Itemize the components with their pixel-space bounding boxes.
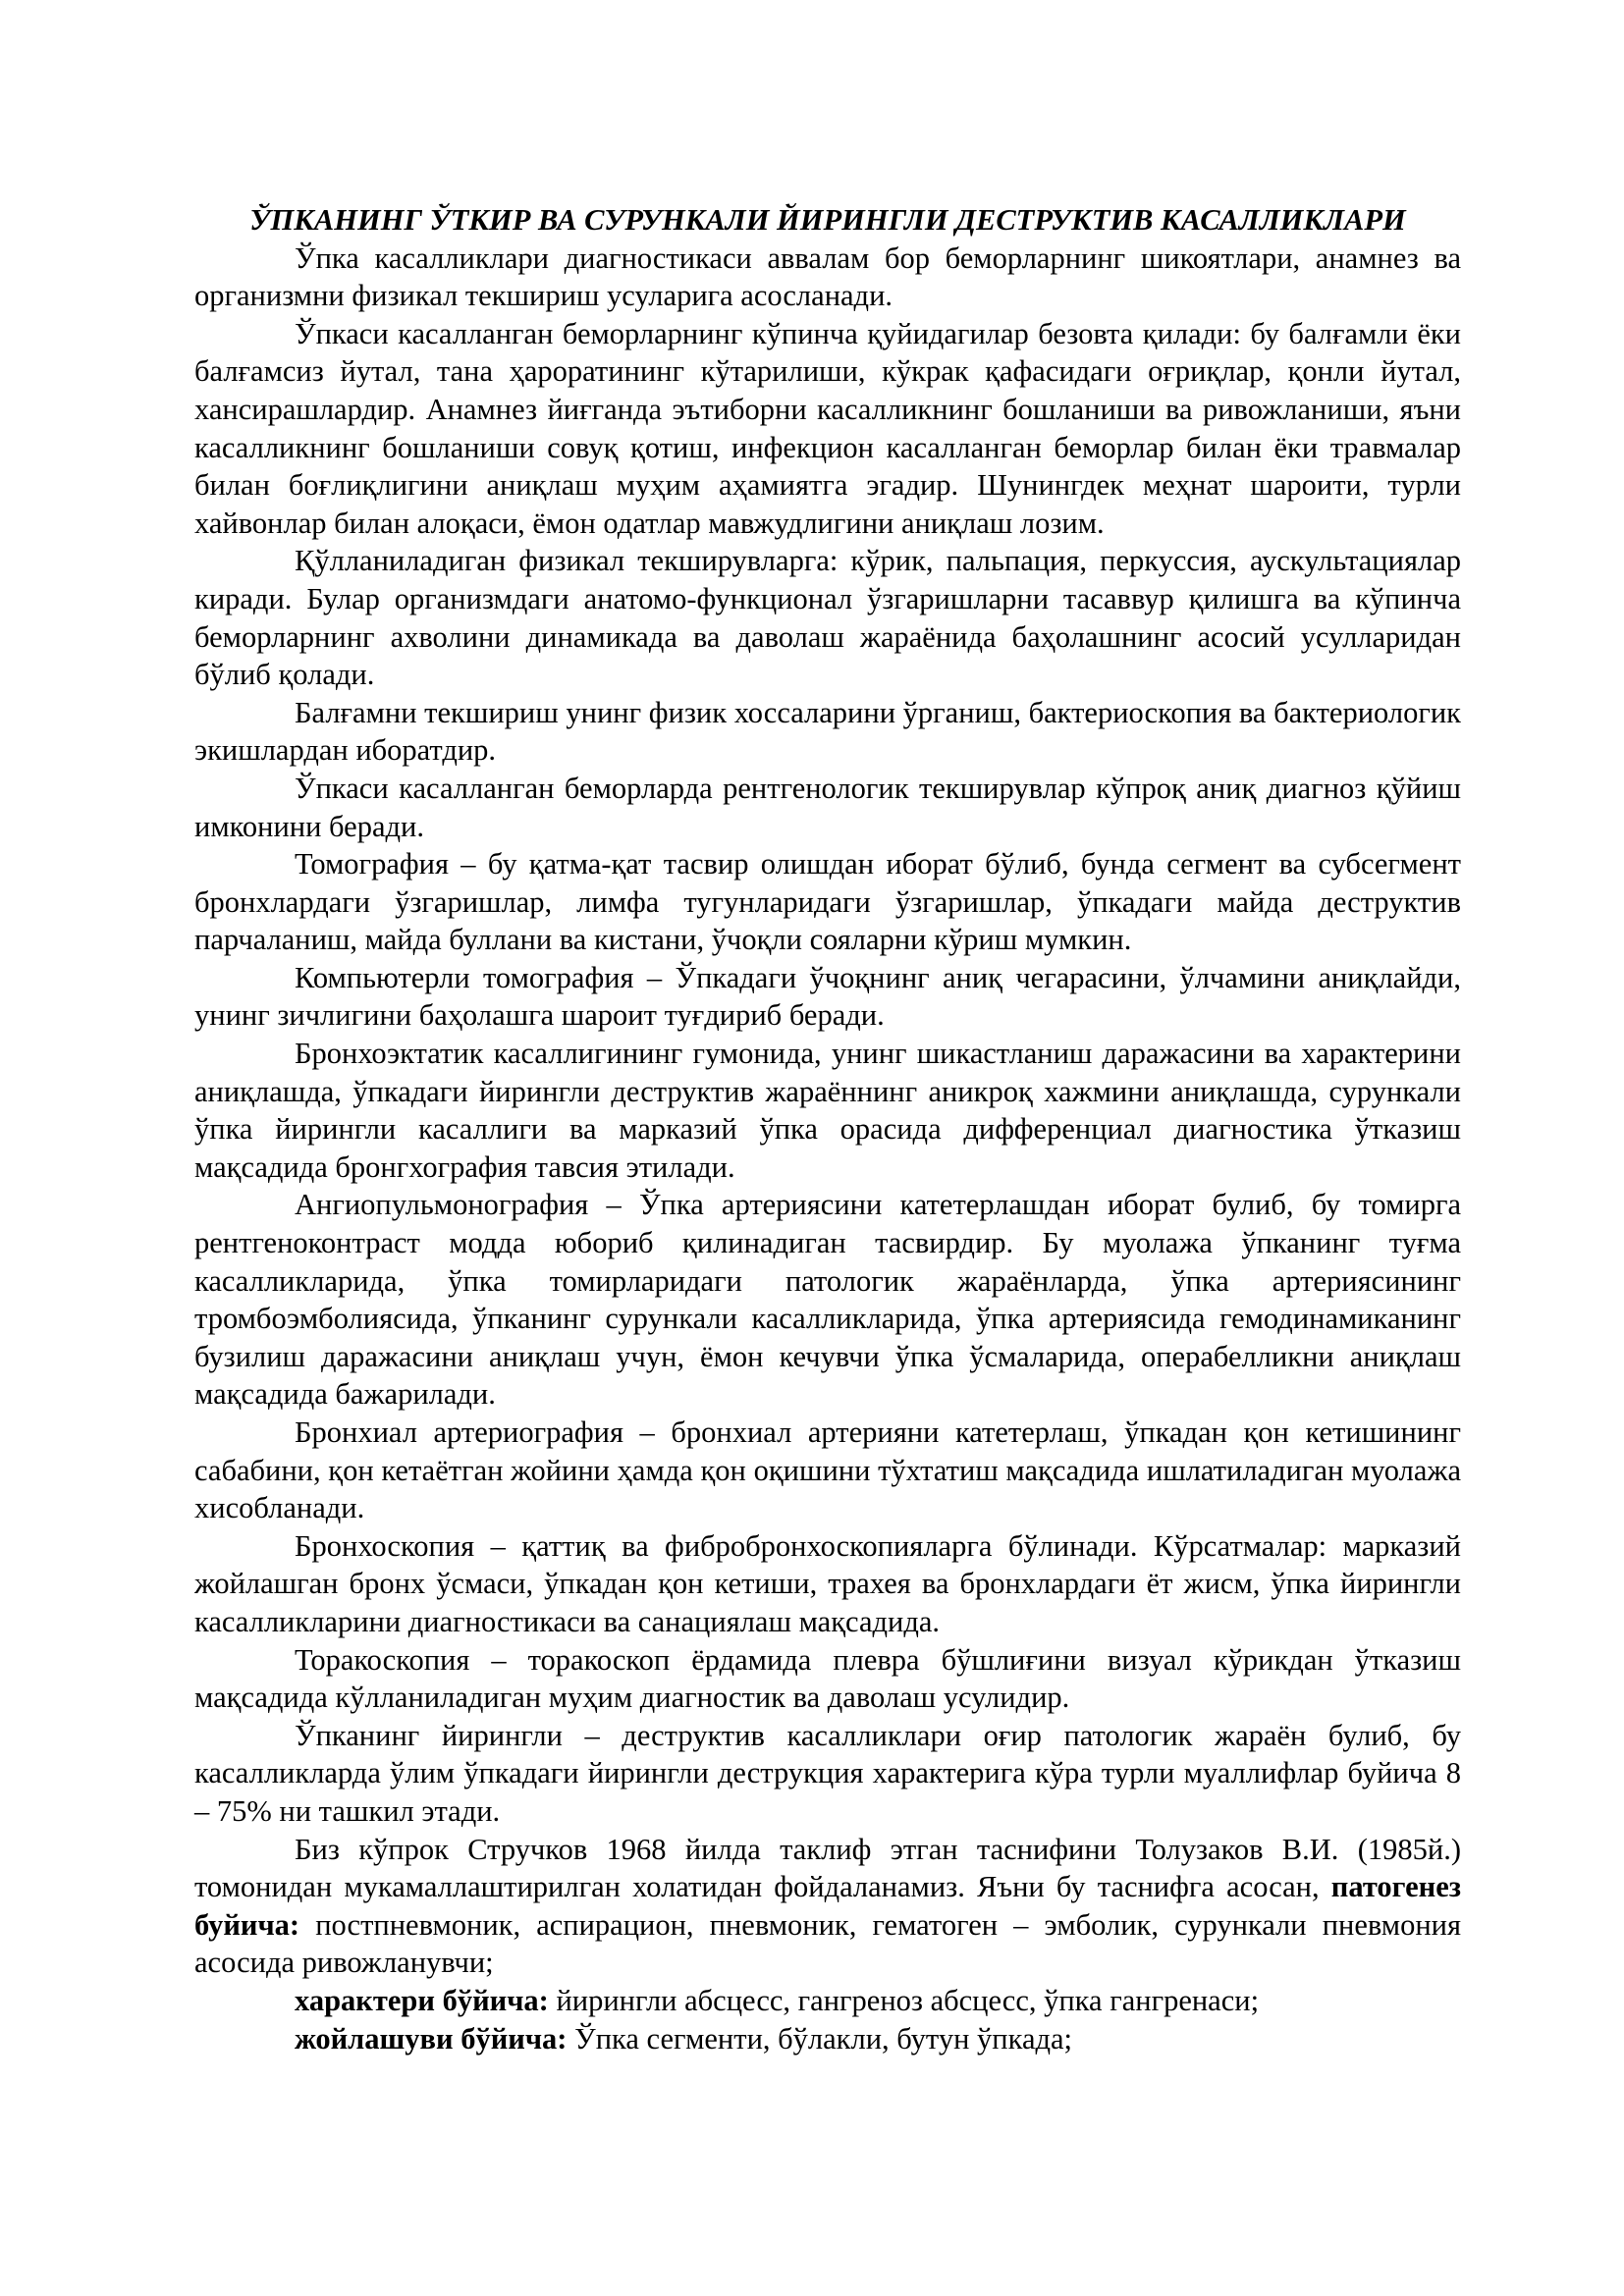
paragraph-classification (194, 1831, 1461, 1982)
paragraph-angiopulmonography: Ангиопульмонография – Ўпка артериясини катетерлашдан иборат булиб, бу томирга рентгеноконтраст модда юбориб қилинадиган тасвирдир. Бу муолажа ўпканинг туғма касалликларида, ўпка томирларидаги патологик жараёнларда, ўпка артериясининг тромбоэмболиясида, ўпканинг сурункали касалликларида, ўпка артериясида гемодинамиканинг бузилиш даражасини аниқлаш учун, ёмон кечувчи ўпка ўсмаларида, операбелликни аниқлаш мақсадида бажарилади. (194, 1188, 1461, 1412)
paragraph-complaints: Ўпкаси касалланган беморларнинг кўпинча қуйидагилар безовта қилади: бу балғамли ёки балғамсиз йутал, тана ҳароратининг кўтарилиши, кўкрак қафасидаги оғриқлар, қонли йутал, хансирашлардир. Анамнез йиғганда эътиборни касалликнинг бошланиши ва ривожланиши, яъни касалликнинг бошланиши совуқ қотиш, инфекцион касалланган беморлар билан ёки травмалар билан боғлиқлигини аниқлаш муҳим аҳамиятга эгадир. Шунингдек меҳнат шароити, турли хайвонлар билан алоқаси, ёмон одатлар мавжудлигини аниқлаш лозим. (194, 316, 1461, 540)
paragraph-bronchoscopy: Бронхоскопия – қаттиқ ва фибробронхоскопияларга бўлинади. Кўрсатмалар: марказий жойлашган бронх ўсмаси, ўпкадан қон кетиши, трахея ва бронхлардаги ёт жисм, ўпка йирингли касалликларини диагностикаси ва санациялаш мақсадида. (194, 1528, 1461, 1638)
paragraph-mortality: Ўпканинг йирингли – деструктив касалликлари оғир патологик жараён булиб, бу касалликларда ўлим ўпкадаги йирингли деструкция характерига кўра турли муаллифлар буйича 8 – 75% ни ташкил этади. (194, 1718, 1461, 1828)
paragraph-character (194, 1982, 1461, 2020)
classification-label-location: жойлашуви бўйича: (295, 2021, 568, 2056)
paragraph-physical-exam: Қўлланиладиган физикал текширувларга: кўрик, пальпация, перкуссия, аускультациялар киради. Булар организмдаги анатомо-функционал ўзгаришларни тасаввур қилишга ва кўпинча беморларнинг ахволини динамикада ва даволаш жараёнида баҳолашнинг асосий усулларидан бўлиб қолади. (194, 544, 1461, 692)
classification-text-character: йирингли абсцесс, гангреноз абсцесс, ўпка гангренаси; (548, 1983, 1260, 2017)
document-title: ЎПКАНИНГ ЎТКИР ВА СУРУНКАЛИ ЙИРИНГЛИ ДЕСТРУКТИВ КАСАЛЛИКЛАРИ (249, 203, 1406, 237)
classification-text-pathogenesis: постпневмоник, аспирацион, пневмоник, гематоген – эмболик, сурункали пневмония асосида ривожланувчи; (194, 1907, 1461, 1980)
paragraph-location (194, 2020, 1461, 2058)
paragraph-tomography: Томография – бу қатма-қат тасвир олишдан иборат бўлиб, бунда сегмент ва субсегмент бронхлардаги ўзгаришлар, лимфа тугунларидаги ўзгаришлар, ўпкадаги майда деструктив парчаланиш, майда буллани ва кистани, ўчоқли сояларни кўриш мумкин. (194, 847, 1461, 957)
paragraph-xray: Ўпкаси касалланган беморларда рентгенологик текширувлар кўпроқ аниқ диагноз қўйиш имконини беради. (194, 771, 1461, 843)
classification-intro-text: Биз кўпрок Стручков 1968 йилда таклиф этган таснифини Толузаков В.И. (1985й.) томонидан мукамаллаштирилган холатидан фойдаланамиз. Яъни бу таснифга асосан, (194, 1832, 1461, 1904)
classification-label-character: характери бўйича: (295, 1983, 549, 2017)
paragraph-thoracoscopy: Торакоскопия – торакоскоп ёрдамида плевра бўшлиғини визуал кўрикдан ўтказиш мақсадида кўлланиладиган муҳим диагностик ва даволаш усулидир. (194, 1642, 1461, 1715)
document-page (194, 201, 1461, 2057)
paragraph-sputum: Балғамни текшириш унинг физик хоссаларини ўрганиш, бактериоскопия ва бактериологик экишлардан иборатдир. (194, 695, 1461, 768)
paragraph-bronchography: Бронхоэктатик касаллигининг гумонида, унинг шикастланиш даражасини ва характерини аниқлашда, ўпкадаги йирингли деструктив жараённинг аникроқ хажмини аниқлашда, сурункали ўпка йирингли касаллиги ва марказий ўпка орасида дифференциал диагностика ўтказиш мақсадида бронгхография тавсия этилади. (194, 1037, 1461, 1184)
paragraph-bronchial-arteriography: Бронхиал артериография – бронхиал артерияни катетерлаш, ўпкадан қон кетишининг сабабини, қон кетаётган жойини ҳамда қон оқишини тўхтатиш мақсадида ишлатиладиган муолажа хисобланади. (194, 1415, 1461, 1525)
classification-text-location: Ўпка сегменти, бўлакли, бутун ўпкада; (567, 2021, 1073, 2056)
paragraph-ct: Компьютерли томография – Ўпкадаги ўчоқнинг аниқ чегарасини, ўлчамини аниқлайди, унинг зичлигини баҳолашга шароит туғдириб беради. (194, 960, 1461, 1033)
paragraph-intro: Ўпка касалликлари диагностикаси аввалам бор беморларнинг шикоятлари, анамнез ва организмни физикал текшириш усуларига асосланади. (194, 240, 1461, 313)
classification-label-pathogenesis: патогенез буйича: (194, 1870, 1462, 1942)
